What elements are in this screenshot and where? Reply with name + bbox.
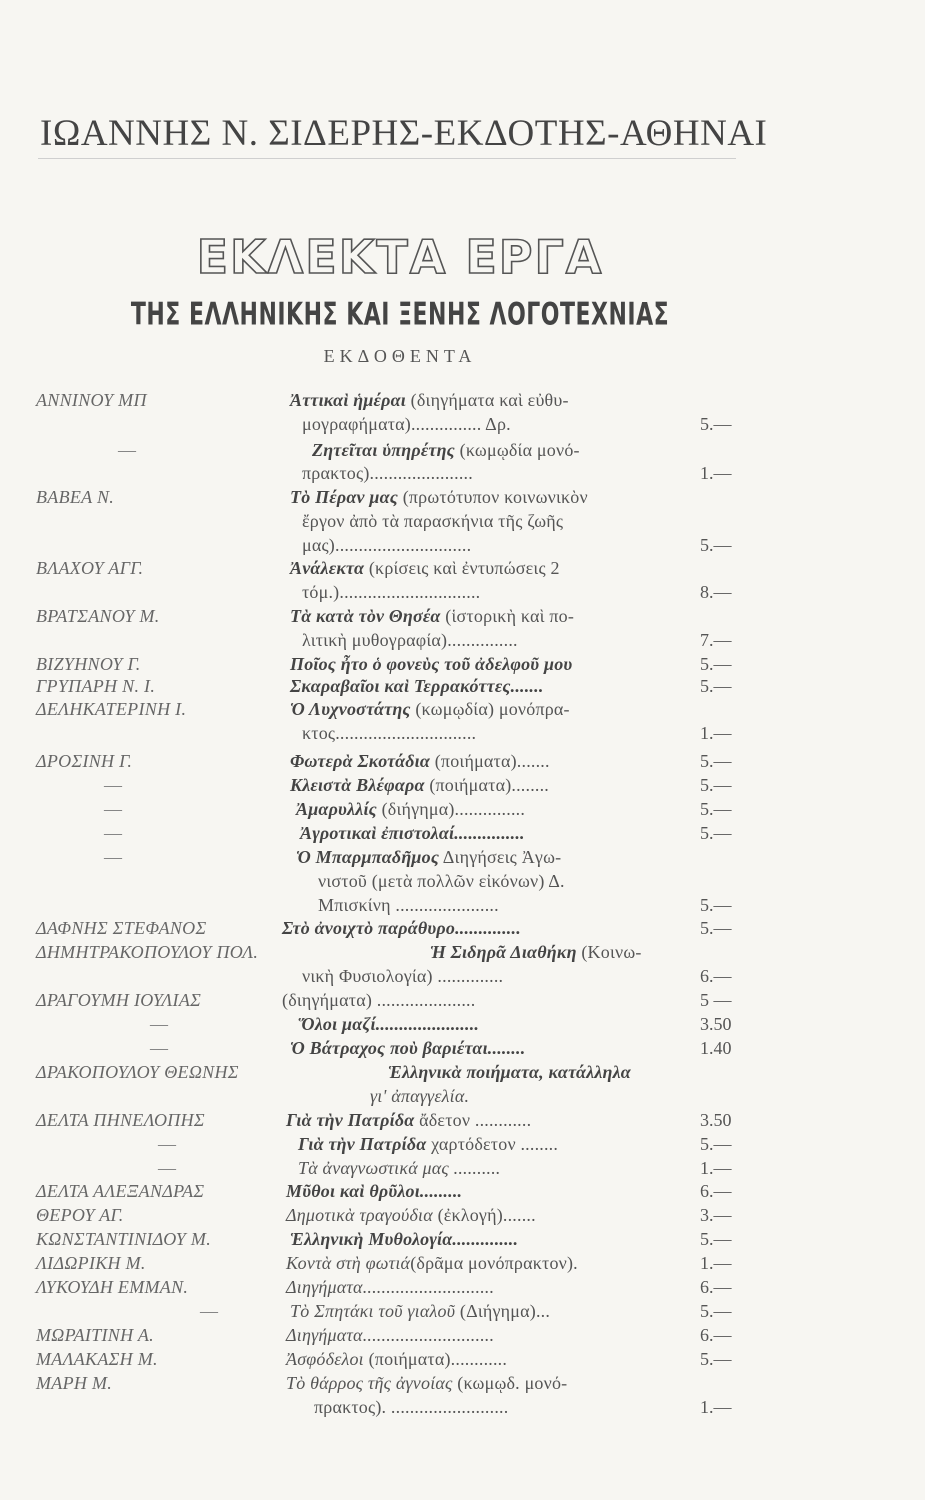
entry-continuation: γι' ἀπαγγελία. [370,1086,470,1106]
entry-author: ΘΕΡΟΥ ΑΓ. [36,1205,124,1225]
work-title: Ὁ Βάτραχος ποὺ βαριέται........ [290,1038,526,1058]
entry-price: 5.— [700,918,732,938]
entry-author: ΔΕΛΗΚΑΤΕΡΙΝΗ Ι. [36,699,187,719]
work-description: (ποιήματα)............ [368,1349,508,1369]
entry-title-line [286,1205,536,1226]
entry-price: 5.— [700,799,732,819]
entry-author: ΔΡΑΚΟΠΟΥΛΟΥ ΘΕΩΝΗΣ [36,1062,239,1082]
work-description: (κωμῳδία) μονόπρα- [415,699,570,719]
entry-price: 6.— [700,1181,732,1201]
ditto-dash: — [118,440,136,460]
work-title: Τὸ Πέραν μας [290,487,398,507]
entry-price: 5.— [700,676,732,696]
entry-price: 5.— [700,1229,732,1249]
ditto-dash: — [158,1134,176,1154]
work-title: Ὅλοι μαζί...................... [298,1014,480,1034]
entry-title-line [290,775,549,796]
entry-continuation: πρακτος). ......................... [314,1397,509,1417]
ditto-dash: — [158,1158,176,1178]
entry-title-line [286,1181,462,1202]
entry-title-line [290,1229,518,1250]
entry-title-line [290,606,574,627]
entry-title-line [286,1325,494,1346]
ditto-dash: — [150,1038,168,1058]
entry-title-line [290,487,588,508]
work-description: (Κοινω- [581,942,642,962]
entry-title-line [290,558,560,579]
ditto-dash: — [104,775,122,795]
entry-title-line [290,390,569,411]
entry-author: ΔΡΟΣΙΝΗ Γ. [36,751,133,771]
ditto-dash: — [104,823,122,843]
work-title: Δημοτικὰ τραγούδια [286,1205,433,1225]
entry-price: 1.40 [700,1038,732,1058]
entry-author: ΔΕΛΤΑ ΠΗΝΕΛΟΠΗΣ [36,1110,205,1130]
entry-price: 5.— [700,1301,732,1321]
ditto-dash: — [104,847,122,867]
work-title: Ἀνάλεκτα [290,558,365,578]
work-title: Ὁ Λυχνοστάτης [290,699,411,719]
entry-price: 1.— [700,463,732,483]
entry-author: ΒΙΖΥΗΝΟΥ Γ. [36,654,141,674]
ditto-dash: — [150,1014,168,1034]
ditto-dash: — [200,1301,218,1321]
work-description: χαρτόδετον ........ [431,1134,559,1154]
work-title: Ποῖος ἦτο ὁ φονεὺς τοῦ ἀδελφοῦ μου [290,654,573,674]
entry-price: 5.— [700,751,732,771]
work-title: Ἀγροτικαὶ ἐπιστολαί............... [300,823,525,843]
entry-continuation: μογραφήματα)............... Δρ. [302,414,511,434]
entry-continuation: μας)............................. [302,535,472,555]
entry-title-line [286,1349,507,1370]
work-description: (ἱστορικὴ καὶ πο- [445,606,575,626]
work-title: Ἀσφόδελοι [286,1349,364,1369]
entry-title-line [286,1277,494,1298]
entry-title-line [286,1110,531,1131]
entry-author: ΔΡΑΓΟΥΜΗ ΙΟΥΛΙΑΣ [36,990,202,1010]
work-title: Τὰ ἀναγνωστικά μας .......... [298,1158,501,1178]
entry-author: ΒΡΑΤΣΑΝΟΥ Μ. [36,606,160,626]
work-description: (ποιήματα)....... [434,751,550,771]
work-title: Σκαραβαῖοι καὶ Τερρακόττες....... [290,676,544,696]
entry-author: ΓΡΥΠΑΡΗ Ν. Ι. [36,676,156,696]
entry-continuation: τόμ.).............................. [302,582,481,602]
work-description: (δρᾶμα μονόπρακτον). [410,1253,578,1273]
work-description: (κρίσεις καὶ ἐντυπώσεις 2 [368,558,560,578]
entry-price: 5.— [700,1349,732,1369]
entry-author: ΜΩΡΑΙΤΙΝΗ Α. [36,1325,154,1345]
entry-price: 5.— [700,414,732,434]
entry-price: 3.50 [700,1110,732,1130]
work-title: Ζητεῖται ὑπηρέτης [312,440,455,460]
entry-price: 6.— [700,1277,732,1297]
entry-title-line [290,1038,525,1059]
entry-price: 3.50 [700,1014,732,1034]
entry-continuation: ἔργον ἀπὸ τὰ παρασκήνια τῆς ζωῆς [302,511,564,531]
entry-title-line [290,676,544,697]
work-title: Διηγήματα............................ [286,1325,495,1345]
entry-author: ΜΑΛΑΚΑΣΗ Μ. [36,1349,158,1369]
entry-title-line [312,440,580,461]
work-title: Κλειστὰ Βλέφαρα [290,775,425,795]
entry-title-line [282,918,521,939]
entry-price: 6.— [700,1325,732,1345]
publisher-header: ΙΩΑΝΝΗΣ Ν. ΣΙΔΕΡΗΣ-ΕΚΔΟΤΗΣ-ΑΘΗΝΑΙ [40,113,768,154]
entry-price: 5.— [700,654,732,674]
work-description: ἄδετον ............ [419,1110,532,1130]
entry-title-line [286,1373,567,1394]
entry-continuation: νικὴ Φυσιολογία) .............. [302,966,504,986]
work-description: (κωμῳδία μονό- [459,440,580,460]
ditto-dash: — [104,799,122,819]
entry-title-line [296,847,561,868]
entry-title-line [290,1301,550,1322]
entry-title-line [290,699,570,720]
work-title: Γιὰ τὴν Πατρίδα [286,1110,415,1130]
entry-title-line [300,823,525,844]
entry-author: ΛΥΚΟΥΔΗ ΕΜΜΑΝ. [36,1277,189,1297]
work-description: (κωμῳδ. μονό- [457,1373,568,1393]
entry-price: 5 — [700,990,732,1010]
entry-title-line [298,1134,558,1155]
entry-price: 8.— [700,582,732,602]
entry-price: 3.— [700,1205,732,1225]
work-title: Ἀττικαὶ ἡμέραι [290,390,406,410]
entry-price: 5.— [700,535,732,555]
entry-author: ΔΗΜΗΤΡΑΚΟΠΟΥΛΟΥ ΠΟΛ. [36,942,259,962]
entry-price: 5.— [700,1134,732,1154]
entry-description-line: (διηγήματα) ..................... [282,990,476,1010]
entry-price: 5.— [700,895,732,915]
entry-title-line [286,1253,578,1274]
work-title: Ἑλληνικὰ ποιήματα, κατάλληλα [388,1062,631,1082]
entry-price: 6.— [700,966,732,986]
entry-price: 5.— [700,823,732,843]
work-title: Τὰ κατὰ τὸν Θησέα [290,606,441,626]
entry-price: 5.— [700,775,732,795]
work-description: Διηγήσεις Ἀγω- [442,847,562,867]
entry-price: 1.— [700,723,732,743]
work-title: Φωτερὰ Σκοτάδια [290,751,431,771]
entry-title-line [298,1014,479,1035]
entry-price: 1.— [700,1253,732,1273]
entry-author: ΜΑΡΗ Μ. [36,1373,113,1393]
entry-continuation: Μπισκίνη ...................... [318,895,499,915]
work-description: (διήγημα)............... [381,799,526,819]
entry-title-line [388,1062,631,1083]
work-title: Διηγήματα............................ [286,1277,495,1297]
entry-author: ΛΙΔΩΡΙΚΗ Μ. [36,1253,146,1273]
published-heading: ΕΚΔΟΘΕΝΤΑ [323,346,477,366]
work-title: Μῦθοι καὶ θρῦλοι......... [286,1181,463,1201]
entry-author: ΒΛΑΧΟΥ ΑΓΓ. [36,558,144,578]
entry-continuation: νιστοῦ (μετὰ πολλῶν εἰκόνων) Δ. [318,871,565,891]
work-description: (διηγήματα καὶ εὐθυ- [410,390,569,410]
entry-price: 1.— [700,1397,732,1417]
work-title: Γιὰ τὴν Πατρίδα [298,1134,427,1154]
entry-price: 7.— [700,630,732,650]
work-description: (Διήγημα)... [459,1301,551,1321]
work-title: Τὸ θάρρος τῆς ἀγνοίας [286,1373,453,1393]
entry-title-line [430,942,642,963]
work-title: Ἑλληνικὴ Μυθολογία.............. [290,1229,519,1249]
entry-continuation: λιτικὴ μυθογραφία)............... [302,630,518,650]
work-title: Τὸ Σπητάκι τοῦ γιαλοῦ [290,1301,456,1321]
work-description: (πρωτότυπον κοινωνικὸν [402,487,588,507]
entry-title-line [290,751,550,772]
work-title: Στὸ ἀνοιχτὸ παράθυρο.............. [282,918,521,938]
work-title: Ἡ Σιδηρᾶ Διαθήκη [430,942,577,962]
entry-title-line [298,1158,501,1179]
entry-continuation: πρακτος)...................... [302,463,473,483]
work-title: Κοντὰ στὴ φωτιά [286,1253,411,1273]
entry-author: ΚΩΝΣΤΑΝΤΙΝΙΔΟΥ Μ. [36,1229,211,1249]
work-title: Ἀμαρυλλίς [296,799,377,819]
entry-author: ΔΑΦΝΗΣ ΣΤΕΦΑΝΟΣ [36,918,207,938]
page-subtitle: ΤΗΣ ΕΛΛΗΝΙΚΗΣ ΚΑΙ ΞΕΝΗΣ ΛΟΓΟΤΕΧΝΙΑΣ [130,298,670,333]
entry-author: ΒΑΒΕΑ Ν. [36,487,115,507]
entry-title-line [290,654,572,675]
work-description: (ποιήματα)........ [429,775,550,795]
entry-continuation: κτος.............................. [302,723,477,743]
entry-title-line [296,799,525,820]
work-description: (ἐκλογή)....... [437,1205,536,1225]
page-title: ΕΚΛΕΚΤΑ ΕΡΓΑ [196,230,604,284]
entry-author: ΔΕΛΤΑ ΑΛΕΞΑΝΔΡΑΣ [36,1181,205,1201]
work-title: Ὁ Μπαρμπαδῆμος [296,847,440,867]
entry-author: ΑΝΝΙΝΟΥ ΜΠ [36,390,147,410]
entry-price: 1.— [700,1158,732,1178]
